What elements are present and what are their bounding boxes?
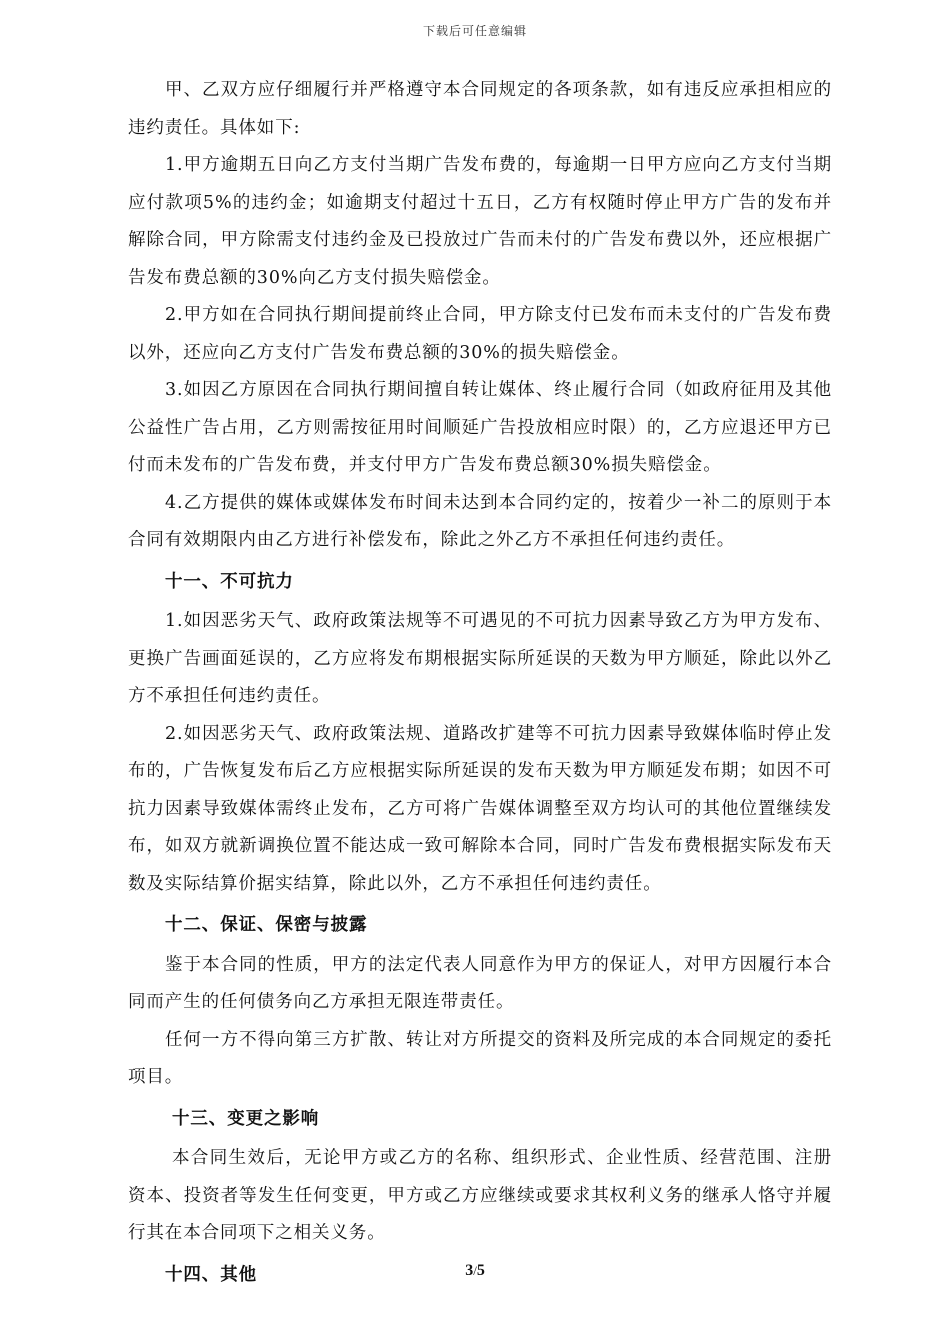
paragraph: 1.如因恶劣天气、政府政策法规等不可遇见的不可抗力因素导致乙方为甲方发布、更换广告画面延误的，乙方应将发布期根据实际所延误的天数为甲方顺延，除此以外乙方不承担任何违约责任。 <box>128 611 832 706</box>
paragraph: 任何一方不得向第三方扩散、转让对方所提交的资料及所完成的本合同规定的委托项目。 <box>128 1029 832 1087</box>
section-heading: 十一、不可抗力 <box>165 571 294 592</box>
paragraph: 1.甲方逾期五日向乙方支付当期广告发布费的，每逾期一日甲方应向乙方支付当期应付款项5%的违约金；如逾期支付超过十五日，乙方有权随时停止甲方广告的发布并解除合同，甲方除需支付违约金及已投放过广告而未付的广告发布费以外，还应根据广告发布费总额的30%向乙方支付损失赔偿金。 <box>128 155 832 288</box>
paragraph: 本合同生效后，无论甲方或乙方的名称、组织形式、企业性质、经营范围、注册资本、投资者等发生任何变更，甲方或乙方应继续或要求其权利义务的继承人恪守并履行其在本合同项下之相关义务。 <box>128 1148 832 1243</box>
page-total: 5 <box>476 1262 485 1279</box>
page-number <box>0 1262 950 1280</box>
paragraph: 甲、乙双方应仔细履行并严格遵守本合同规定的各项条款，如有违反应承担相应的违约责任。具体如下: <box>128 80 832 138</box>
section-heading: 十三、变更之影响 <box>172 1108 320 1129</box>
document-body <box>128 72 832 1296</box>
page-separator: / <box>473 1263 477 1278</box>
paragraph: 3.如因乙方原因在合同执行期间擅自转让媒体、终止履行合同（如政府征用及其他公益性广告占用，乙方则需按征用时间顺延广告投放相应时限）的，乙方应退还甲方已付而未发布的广告发布费，并支付甲方广告发布费总额30%损失赔偿金。 <box>128 380 832 475</box>
paragraph: 2.甲方如在合同执行期间提前终止合同，甲方除支付已发布而未支付的广告发布费以外，还应向乙方支付广告发布费总额的30%的损失赔偿金。 <box>128 305 832 363</box>
page-header: 下载后可任意编辑 <box>422 24 527 38</box>
page-current: 3 <box>465 1262 474 1279</box>
paragraph: 2.如因恶劣天气、政府政策法规、道路改扩建等不可抗力因素导致媒体临时停止发布的，广告恢复发布后乙方应根据实际所延误的发布天数为甲方顺延发布期；如因不可抗力因素导致媒体需终止发布，乙方可将广告媒体调整至双方均认可的其他位置继续发布，如双方就新调换位置不能达成一致可解除本合同，同时广告发布费根据实际发布天数及实际结算价据实结算，除此以外，乙方不承担任何违约责任。 <box>128 723 832 894</box>
paragraph: 4.乙方提供的媒体或媒体发布时间未达到本合同约定的，按着少一补二的原则于本合同有效期限内由乙方进行补偿发布，除此之外乙方不承担任何违约责任。 <box>128 492 832 550</box>
section-heading: 十四、其他 <box>165 1264 257 1285</box>
section-heading: 十二、保证、保密与披露 <box>165 915 368 935</box>
paragraph: 鉴于本合同的性质，甲方的法定代表人同意作为甲方的保证人，对甲方因履行本合同而产生的任何债务向乙方承担无限连带责任。 <box>128 954 832 1012</box>
